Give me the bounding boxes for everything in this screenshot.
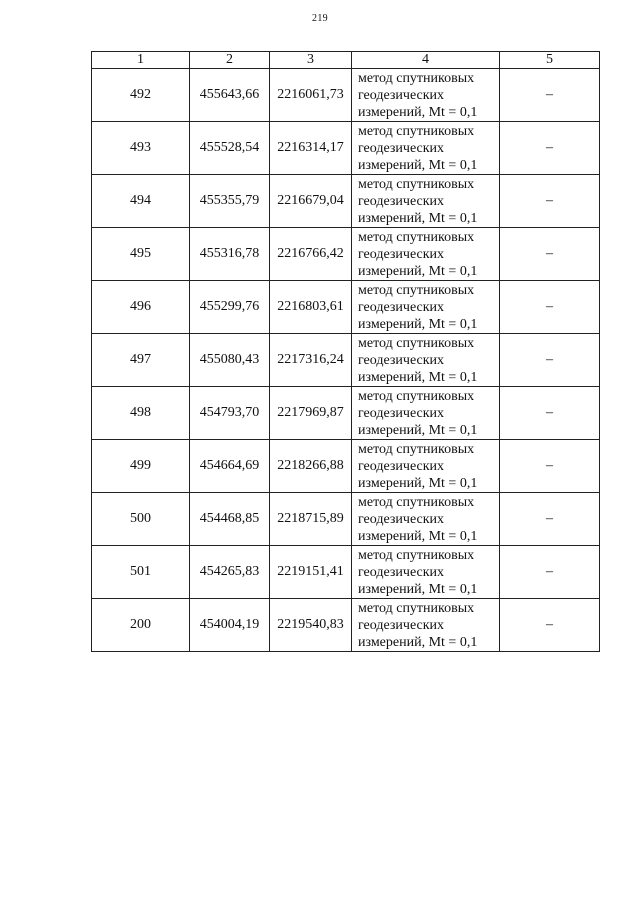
table-row [92,493,600,546]
method-line: геодезических [358,405,445,421]
method-cell [352,599,500,652]
table-body [92,69,600,652]
note-cell: – [500,69,600,122]
method-line: метод спутниковых [358,123,475,139]
method-line: метод спутниковых [358,600,475,616]
method-line: измерений, Mt = 0,1 [358,157,478,173]
method-line: метод спутниковых [358,335,475,351]
method-line: геодезических [358,458,445,474]
note-cell: – [500,493,600,546]
method-line: измерений, Mt = 0,1 [358,475,478,491]
table-row [92,387,600,440]
method-line: геодезических [358,193,445,209]
table-row [92,440,600,493]
method-line: метод спутниковых [358,176,475,192]
point-number-cell: 500 [92,493,190,546]
method-line: метод спутниковых [358,441,475,457]
x-coordinate-cell: 454265,83 [190,546,270,599]
method-line: геодезических [358,352,445,368]
note-cell: – [500,387,600,440]
method-line: метод спутниковых [358,70,475,86]
y-coordinate-cell: 2219540,83 [270,599,352,652]
y-coordinate-cell: 2216766,42 [270,228,352,281]
y-coordinate-cell: 2216803,61 [270,281,352,334]
method-cell [352,122,500,175]
x-coordinate-cell: 454793,70 [190,387,270,440]
method-line: геодезических [358,564,445,580]
coordinates-table [91,51,600,652]
note-cell: – [500,334,600,387]
table-row [92,334,600,387]
method-line: геодезических [358,299,445,315]
point-number-cell: 495 [92,228,190,281]
x-coordinate-cell: 455080,43 [190,334,270,387]
method-line: геодезических [358,246,445,262]
method-line: измерений, Mt = 0,1 [358,210,478,226]
method-line: измерений, Mt = 0,1 [358,581,478,597]
table-row [92,122,600,175]
method-line: геодезических [358,87,445,103]
x-coordinate-cell: 454664,69 [190,440,270,493]
x-coordinate-cell: 455355,79 [190,175,270,228]
method-line: метод спутниковых [358,494,475,510]
table-row [92,599,600,652]
y-coordinate-cell: 2216061,73 [270,69,352,122]
note-cell: – [500,281,600,334]
x-coordinate-cell: 454468,85 [190,493,270,546]
table-row [92,546,600,599]
x-coordinate-cell: 455528,54 [190,122,270,175]
y-coordinate-cell: 2216314,17 [270,122,352,175]
x-coordinate-cell: 454004,19 [190,599,270,652]
method-line: метод спутниковых [358,229,475,245]
method-line: измерений, Mt = 0,1 [358,369,478,385]
point-number-cell: 496 [92,281,190,334]
y-coordinate-cell: 2216679,04 [270,175,352,228]
table-row [92,281,600,334]
method-cell [352,281,500,334]
x-coordinate-cell: 455299,76 [190,281,270,334]
method-line: метод спутниковых [358,282,475,298]
note-cell: – [500,599,600,652]
method-cell [352,334,500,387]
y-coordinate-cell: 2219151,41 [270,546,352,599]
table-row [92,175,600,228]
point-number-cell: 200 [92,599,190,652]
point-number-cell: 493 [92,122,190,175]
y-coordinate-cell: 2217316,24 [270,334,352,387]
method-cell [352,387,500,440]
column-header: 1 [92,52,190,69]
method-cell [352,175,500,228]
point-number-cell: 494 [92,175,190,228]
method-cell [352,440,500,493]
y-coordinate-cell: 2217969,87 [270,387,352,440]
point-number-cell: 497 [92,334,190,387]
table-row [92,228,600,281]
method-cell [352,228,500,281]
column-header: 3 [270,52,352,69]
method-line: измерений, Mt = 0,1 [358,263,478,279]
y-coordinate-cell: 2218266,88 [270,440,352,493]
method-line: геодезических [358,511,445,527]
y-coordinate-cell: 2218715,89 [270,493,352,546]
x-coordinate-cell: 455316,78 [190,228,270,281]
method-line: измерений, Mt = 0,1 [358,316,478,332]
method-line: измерений, Mt = 0,1 [358,634,478,650]
method-line: метод спутниковых [358,547,475,563]
column-header: 4 [352,52,500,69]
method-cell [352,493,500,546]
column-header: 5 [500,52,600,69]
table-header-row [92,52,600,69]
method-line: метод спутниковых [358,388,475,404]
note-cell: – [500,546,600,599]
point-number-cell: 499 [92,440,190,493]
note-cell: – [500,122,600,175]
table-row [92,69,600,122]
method-line: измерений, Mt = 0,1 [358,422,478,438]
page-number: 219 [312,13,328,24]
note-cell: – [500,228,600,281]
method-line: измерений, Mt = 0,1 [358,104,478,120]
x-coordinate-cell: 455643,66 [190,69,270,122]
note-cell: – [500,175,600,228]
method-cell [352,546,500,599]
point-number-cell: 501 [92,546,190,599]
note-cell: – [500,440,600,493]
point-number-cell: 492 [92,69,190,122]
method-line: измерений, Mt = 0,1 [358,528,478,544]
column-header: 2 [190,52,270,69]
method-cell [352,69,500,122]
method-line: геодезических [358,140,445,156]
point-number-cell: 498 [92,387,190,440]
method-line: геодезических [358,617,445,633]
